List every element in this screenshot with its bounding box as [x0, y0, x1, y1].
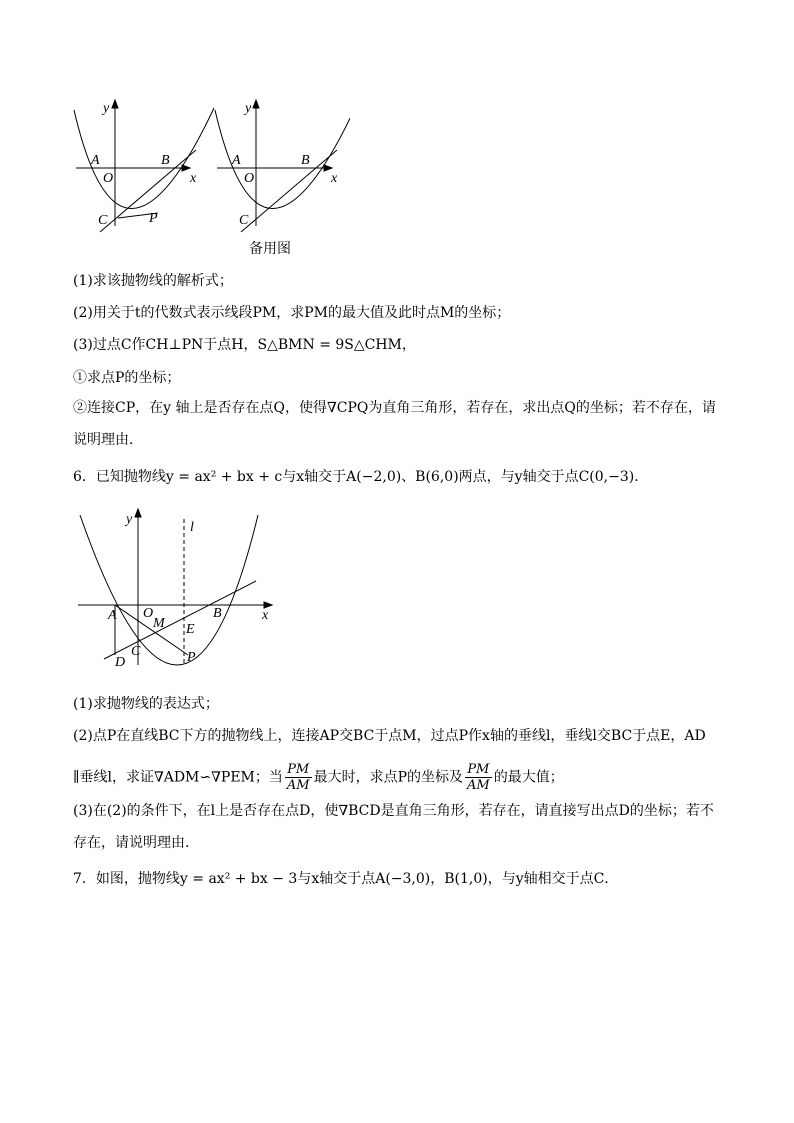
line-bc: [100, 150, 196, 232]
q6-part3: (3)在(2)的条件下，在l上是否存在点D，使∇BCD是直角三角形，若存在，请直接写出点D的坐标；若不: [73, 803, 714, 819]
q5-part3-sub1: ①求点P的坐标；: [73, 370, 181, 386]
y-arrow: [253, 100, 259, 108]
q6-part2-text-c: 的最大值；: [493, 769, 564, 786]
q6-stem: 6．已知抛物线y = ax² + bx + c与x轴交于A(−2,0)、B(6,0)两点，与y轴交于点C(0,−3)．: [73, 469, 649, 485]
label-e: E: [186, 622, 195, 637]
label-m: M: [153, 616, 165, 631]
label-o: O: [103, 171, 114, 186]
fraction-numerator: PM: [285, 762, 312, 778]
fraction-denominator: AM: [286, 778, 310, 793]
q5-part3: (3)过点C作CH⊥PN于点H，S△BMN = 9S△CHM，: [73, 337, 416, 353]
label-x: x: [331, 171, 338, 186]
y-arrow: [135, 509, 141, 517]
label-x: x: [190, 171, 197, 186]
q6-part2-cont: [73, 762, 564, 793]
label-a: A: [232, 153, 241, 168]
fraction-pm-am: [285, 762, 312, 793]
label-p: P: [187, 650, 196, 665]
label-b: B: [161, 153, 170, 168]
q5-part2: (2)用关于t的代数式表示线段PM，求PM的最大值及此时点M的坐标；: [73, 305, 511, 321]
q6-part3-cont: 存在，请说明理由．: [73, 835, 199, 851]
q6-part2-text-a: ∥垂线l，求证∇ADM∽∇PEM；当: [73, 769, 283, 786]
y-arrow: [112, 100, 118, 108]
fraction-pm-am-2: [465, 762, 492, 793]
label-p: P: [149, 211, 158, 226]
label-o: O: [143, 606, 154, 621]
q6-part2-text-b: 最大时，求点P的坐标及: [313, 769, 463, 786]
label-b: B: [301, 153, 310, 168]
label-x: x: [262, 608, 269, 623]
label-a: A: [108, 608, 117, 623]
figure-q6: [70, 505, 280, 675]
label-l: l: [190, 520, 194, 535]
label-y: y: [126, 512, 133, 527]
x-arrow: [182, 165, 190, 171]
q7-stem: 7．如图，抛物线y = ax² + bx − 3与x轴交于点A(−3,0)，B(1,0)，与y轴相交于点C．: [73, 871, 619, 887]
label-y: y: [245, 101, 252, 116]
label-y: y: [103, 101, 110, 116]
label-c: C: [131, 644, 141, 659]
label-d: D: [115, 655, 126, 670]
q5-part1: (1)求该抛物线的解析式；: [73, 273, 233, 289]
line-bc: [104, 581, 256, 659]
label-b: B: [213, 606, 222, 621]
fraction-numerator: PM: [465, 762, 492, 778]
figure-caption: 备用图: [249, 241, 291, 257]
fraction-denominator: AM: [467, 778, 490, 793]
q6-part1: (1)求抛物线的表达式；: [73, 696, 219, 712]
q5-part3-sub2-cont: 说明理由．: [73, 432, 143, 448]
q6-part2: (2)点P在直线BC下方的抛物线上，连接AP交BC于点M，过点P作x轴的垂线l，垂线l交BC于点E，AD: [73, 728, 706, 744]
label-c: C: [98, 213, 108, 228]
line-bc: [241, 150, 337, 232]
q5-part3-sub2: ②连接CP，在y 轴上是否存在点Q，使得∇CPQ为直角三角形，若存在，求出点Q的坐标；若不存在，请: [73, 400, 716, 416]
label-o: O: [244, 171, 255, 186]
label-c: C: [239, 213, 249, 228]
figure-parabolas: [60, 98, 350, 248]
label-a: A: [91, 153, 100, 168]
